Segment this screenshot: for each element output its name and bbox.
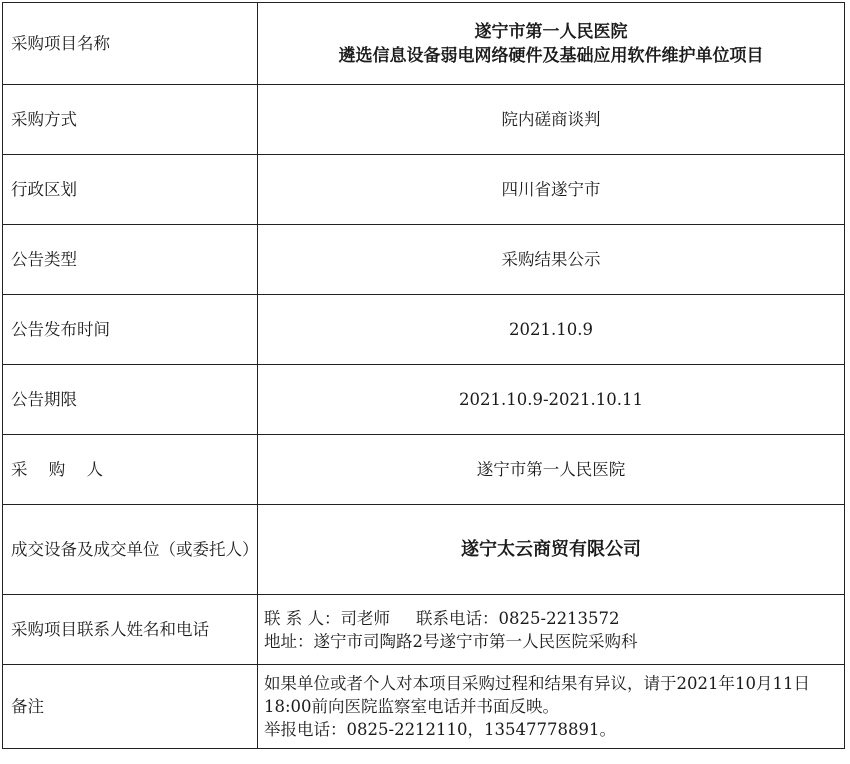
- contact-phone: 联系电话：0825-2213572: [416, 608, 620, 628]
- label-contact: 采购项目联系人姓名和电话: [3, 595, 258, 665]
- contact-person: 联 系 人：司老师: [264, 608, 390, 628]
- label-method: 采购方式: [3, 85, 258, 155]
- row-notice-type: [3, 225, 845, 295]
- row-method: [3, 85, 845, 155]
- label-notice-type: 公告类型: [3, 225, 258, 295]
- procurement-notice-table: [2, 2, 845, 749]
- row-region: [3, 155, 845, 225]
- value-contact: [258, 595, 845, 665]
- row-remarks: [3, 665, 845, 749]
- project-name-line1: 遂宁市第一人民医院: [474, 21, 628, 42]
- value-project-name: [258, 3, 845, 85]
- row-project-name: [3, 3, 845, 85]
- remarks-text: 如果单位或者个人对本项目采购过程和结果有异议，请于2021年10月11日18:00前向医院监察室电话并书面反映。: [264, 674, 810, 716]
- row-winner: [3, 505, 845, 595]
- value-winner: 遂宁太云商贸有限公司: [258, 505, 845, 595]
- row-period: [3, 365, 845, 435]
- value-method: 院内磋商谈判: [258, 85, 845, 155]
- value-publish-time: 2021.10.9: [258, 295, 845, 365]
- label-winner: 成交设备及成交单位（或委托人）: [3, 505, 258, 595]
- label-region: 行政区划: [3, 155, 258, 225]
- label-period: 公告期限: [3, 365, 258, 435]
- value-notice-type: 采购结果公示: [258, 225, 845, 295]
- label-project-name: 采购项目名称: [3, 3, 258, 85]
- value-period: 2021.10.9-2021.10.11: [258, 365, 845, 435]
- label-publish-time: 公告发布时间: [3, 295, 258, 365]
- row-contact: [3, 595, 845, 665]
- contact-address: 地址：遂宁市司陶路2号遂宁市第一人民医院采购科: [264, 631, 638, 651]
- value-remarks: [258, 665, 845, 749]
- value-region: 四川省遂宁市: [258, 155, 845, 225]
- row-publish-time: [3, 295, 845, 365]
- label-purchaser: 采 购 人: [3, 435, 258, 505]
- project-name-line2: 遴选信息设备弱电网络硬件及基础应用软件维护单位项目: [338, 45, 764, 66]
- remarks-report-phone: 举报电话：0825-2212110，13547778891。: [264, 720, 617, 739]
- value-purchaser: 遂宁市第一人民医院: [258, 435, 845, 505]
- contact-line1: [264, 607, 838, 630]
- label-remarks: 备注: [3, 665, 258, 749]
- row-purchaser: [3, 435, 845, 505]
